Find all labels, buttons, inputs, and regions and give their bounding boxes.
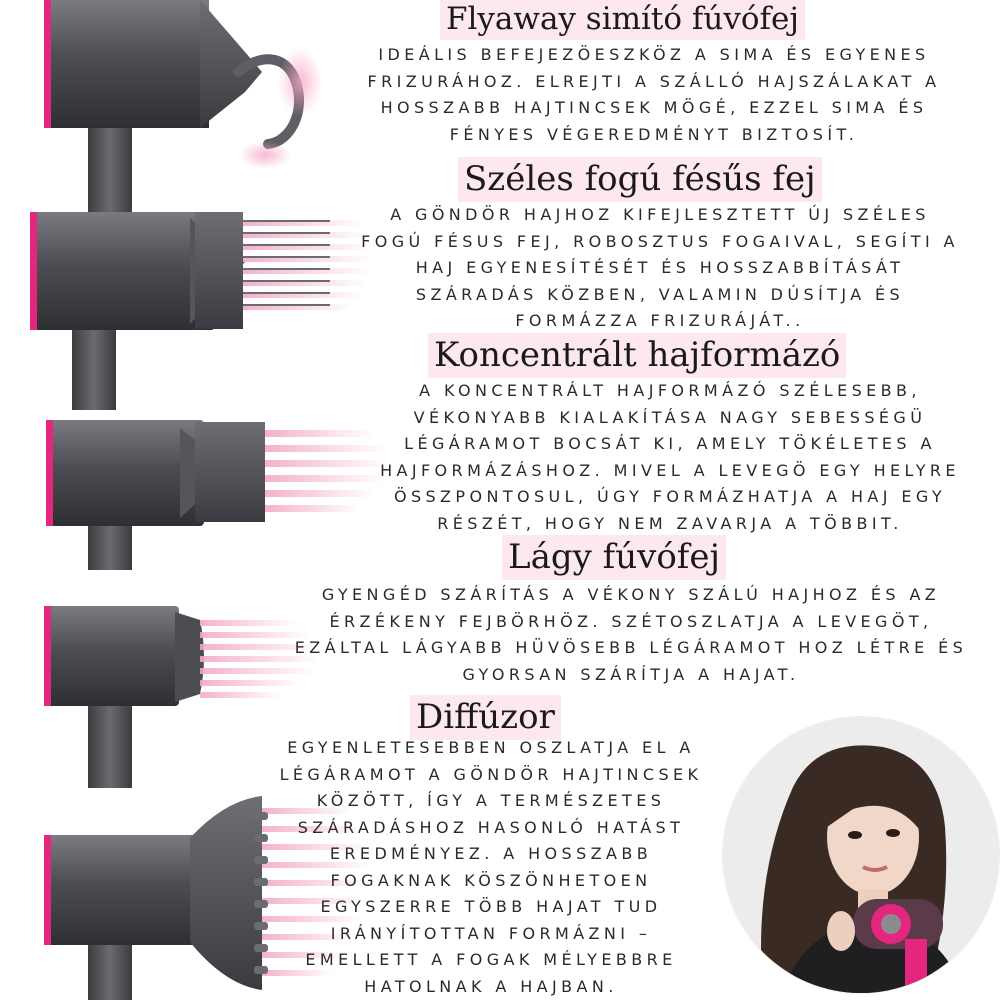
section-title-diffuser: Diffúzor	[410, 700, 561, 734]
section-title-flyaway: Flyaway simító fúvófej	[440, 4, 805, 35]
section-desc-soft-nozzle: GYENGÉD SZÁRÍTÁS A VÉKONY SZÁLÚ HAJHOZ ÉS AZ ÉRZÉKENY FEJBÖRHÖZ. SZÉTOSZLATJA A LEVEGÖT, EZÁLTAL LÁGYABB HÜVÖSEBB LÉGÁRAMOT HOZ LÉTRE ÉS GYORSAN SZÁRÍTJA A HAJAT.	[294, 585, 968, 684]
dryer-flyaway	[44, 0, 322, 224]
section-desc-diffuser: EGYENLETESEBBEN OSZLATJA EL A LÉGÁRAMOT A GÖNDÖR HAJTINCSEK KÖZÖTT, ÍGY A TERMÉSZETES SZÁRADÁSHOZ HASONLÓ HATÁST EREDMÉNYEZ. A HOSSZABB FOGAKNAK KÖSZÖNHETOEN EGYSZERRE TÖBB HAJAT TUD IRÁNYÍTOTTAN FORMÁZNI – EMELLETT A FOGAK MÉLYEBBRE HATOLNAK A HAJBAN.	[279, 738, 703, 996]
model-portrait	[722, 716, 1000, 994]
model-portrait-illustration	[723, 717, 999, 993]
section-title-wide-comb: Széles fogú fésűs fej	[458, 162, 822, 196]
section-desc-wide-comb: A GÖNDÖR HAJHOZ KIFEJLESZTETT ÚJ SZÉLES FOGÚ FÉSUS FEJ, ROBOSZTUS FOGAIVAL, SEGÍTI A HAJ EGYENESÍTÉSÉT ÉS HOSSZABBÍTÁSÁT SZÁRADÁS KÖZBEN, VALAMIN DÚSÍTJA ÉS FORMÁZZA FRIZURÁJÁT..	[361, 205, 959, 330]
section-desc-concentrator: A KONCENTRÁLT HAJFORMÁZÓ SZÉLESEBB, VÉKONYABB KIALAKÍTÁSA NAGY SEBESSÉGÜ LÉGÁRAMOT BOCSÁT KI, AMELY TÖKÉLETES A HAJFORMÁZÁSHOZ. MIVEL A LEVEGÖ EGY HELYRE ÖSSZPONTOSUL, ÚGY FORMÁZHATJA A HAJ EGY RÉSZÉT, HOGY NEM ZAVARJA A TÖBBIT.	[380, 381, 960, 533]
dryer-concentrator	[46, 420, 390, 570]
section-title-soft-nozzle: Lágy fúvófej	[502, 540, 726, 574]
section-desc-flyaway: IDEÁLIS BEFEJEZÖESZKÖZ A SIMA ÉS EGYENES FRIZURÁHOZ. ELREJTI A SZÁLLÓ HAJSZÁLAKAT A HOSSZABB HAJTINCSEK MÖGÉ, EZZEL SIMA ÉS FÉNYES VÉGEREDMÉNYT BIZTOSÍT.	[367, 45, 941, 144]
section-title-concentrator: Koncentrált hajformázó	[428, 338, 846, 372]
